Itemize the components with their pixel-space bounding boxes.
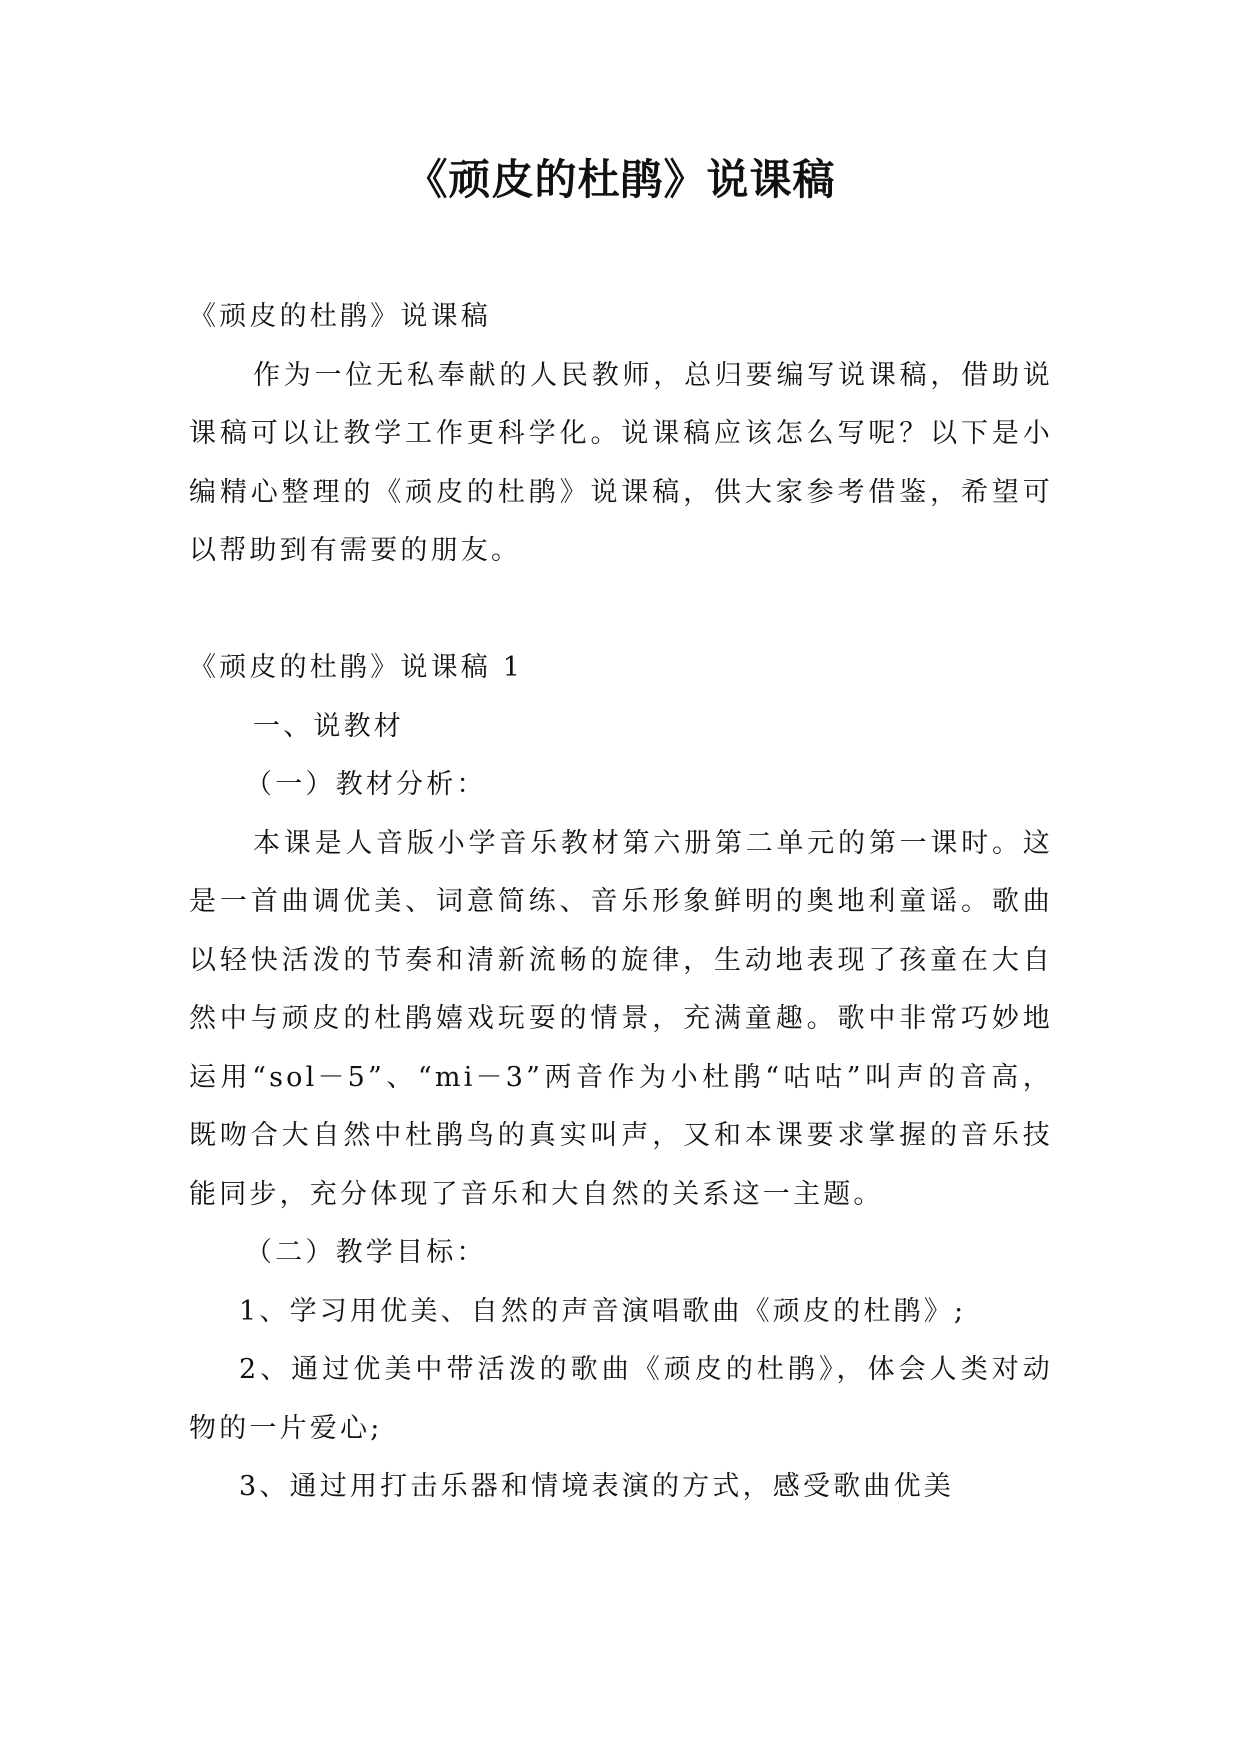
document-body xyxy=(189,288,1053,1517)
goal-item: 2、通过优美中带活泼的歌曲《顽皮的杜鹃》，体会人类对动物的一片爱心; xyxy=(189,1354,1053,1444)
document-title: 《顽皮的杜鹃》说课稿 xyxy=(405,155,836,204)
section-heading: 《顽皮的杜鹃》说课稿 1 xyxy=(189,652,524,683)
intro-paragraph: 作为一位无私奉献的人民教师，总归要编写说课稿，借助说课稿可以让教学工作更科学化。说课稿应该怎么写呢？以下是小编精心整理的《顽皮的杜鹃》说课稿，供大家参考借鉴，希望可以帮助到有需要的朋友。 xyxy=(189,359,1053,566)
goal-item: 1、学习用优美、自然的声音演唱歌曲《顽皮的杜鹃》; xyxy=(239,1295,967,1327)
heading-level-1: 一、说教材 xyxy=(253,710,404,742)
heading-level-2: （二）教学目标： xyxy=(245,1237,487,1268)
heading-level-2: （一）教材分析： xyxy=(245,769,487,800)
subtitle-paragraph: 《顽皮的杜鹃》说课稿 xyxy=(189,301,491,332)
analysis-paragraph: 本课是人音版小学音乐教材第六册第二单元的第一课时。这是一首曲调优美、词意简练、音乐形象鲜明的奥地利童谣。歌曲以轻快活泼的节奏和清新流畅的旋律，生动地表现了孩童在大自然中与顽皮的杜鹃嬉戏玩耍的情景，充满童趣。歌中非常巧妙地运用“sol－5”、“mi－3”两音作为小杜鹃“咕咕”叫声的音高，既吻合大自然中杜鹃鸟的真实叫声，又和本课要求掌握的音乐技能同步，充分体现了音乐和大自然的关系这一主题。 xyxy=(189,827,1053,1210)
paragraph-gap xyxy=(189,581,1053,640)
goal-item: 3、通过用打击乐器和情境表演的方式，感受歌曲优美 xyxy=(239,1471,954,1502)
